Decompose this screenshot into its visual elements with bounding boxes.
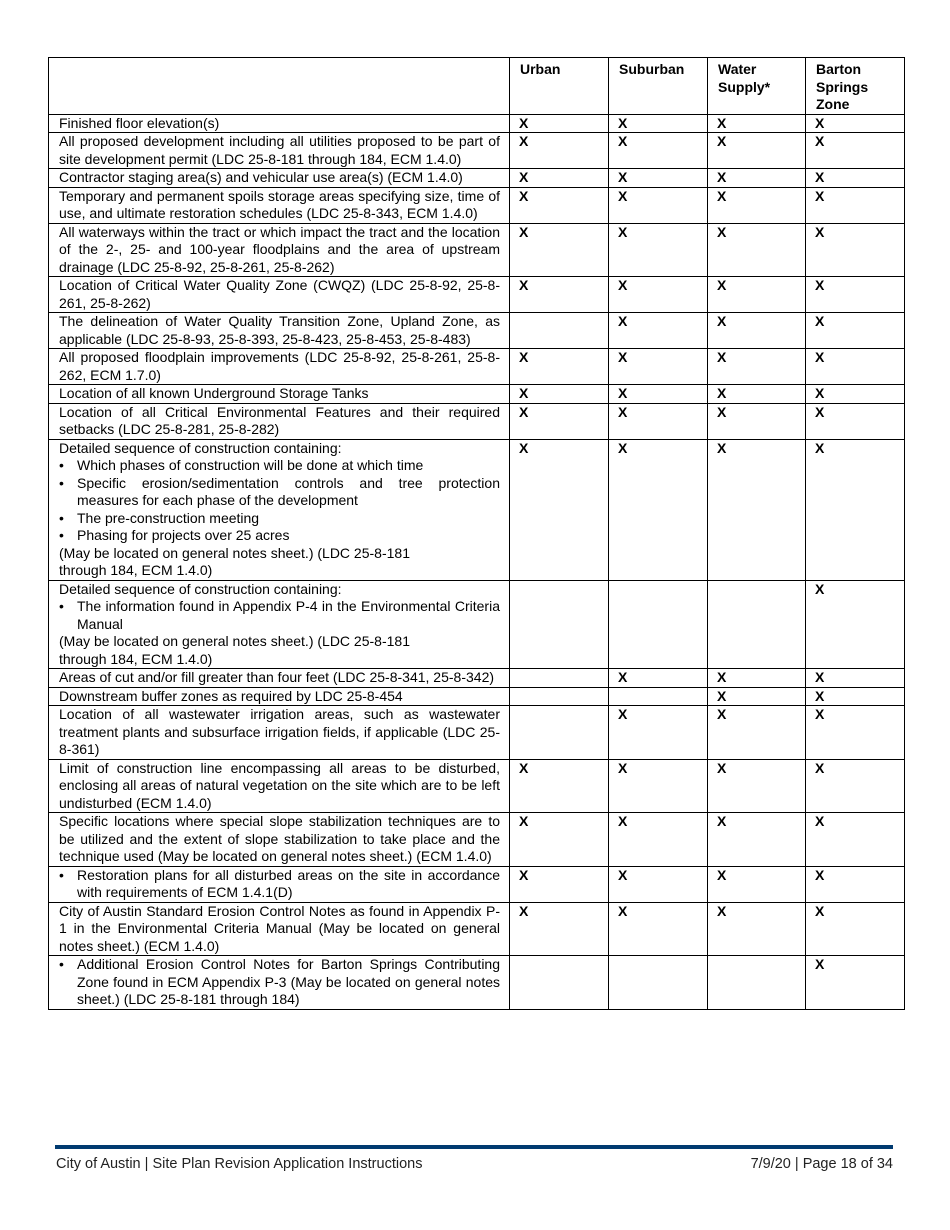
header-suburban: Suburban	[609, 58, 708, 115]
requirement-description	[49, 313, 510, 349]
mark-suburban: X	[609, 133, 708, 169]
mark-suburban: X	[609, 706, 708, 760]
mark-water-supply: X	[708, 385, 806, 404]
table-row	[49, 866, 905, 902]
mark-water-supply: X	[708, 313, 806, 349]
bullet-item	[59, 956, 500, 1009]
requirement-description	[49, 187, 510, 223]
mark-water-supply: X	[708, 439, 806, 580]
requirement-text: Specific locations where special slope stabilization techniques are to be utilized and the extent of slope stabilization to take place and the technique used (May be located on general notes sheet.) (ECM 1.4.0)	[59, 813, 500, 864]
bullet-text: Which phases of construction will be done at which time	[77, 457, 424, 473]
table-row	[49, 403, 905, 439]
mark-water-supply	[708, 580, 806, 669]
mark-suburban: X	[609, 866, 708, 902]
mark-barton-springs-zone: X	[806, 813, 905, 867]
bullet-icon: •	[59, 457, 64, 473]
bullet-text: Phasing for projects over 25 acres	[77, 527, 290, 543]
bullet-icon: •	[59, 527, 64, 543]
bullet-text: Specific erosion/sedimentation controls and tree protection measures for each phase of the development	[77, 474, 500, 508]
mark-urban: X	[510, 277, 609, 313]
bullet-list	[59, 867, 500, 902]
table-row	[49, 687, 905, 706]
mark-water-supply: X	[708, 349, 806, 385]
table-row	[49, 813, 905, 867]
mark-urban: X	[510, 866, 609, 902]
mark-barton-springs-zone: X	[806, 349, 905, 385]
footer-document-title: City of Austin | Site Plan Revision Application Instructions	[56, 1156, 423, 1172]
mark-urban: X	[510, 385, 609, 404]
requirement-description	[49, 687, 510, 706]
requirement-text: All proposed development including all utilities proposed to be part of site development permit (LDC 25-8-181 through 184, ECM 1.4.0)	[59, 133, 500, 167]
requirement-note: through 184, ECM 1.4.0)	[59, 562, 213, 578]
mark-urban	[510, 687, 609, 706]
mark-urban: X	[510, 902, 609, 956]
mark-water-supply: X	[708, 114, 806, 133]
table-row	[49, 187, 905, 223]
requirements-table	[48, 57, 905, 1010]
requirement-description	[49, 669, 510, 688]
bullet-item	[59, 867, 500, 902]
bullet-item	[59, 527, 500, 545]
mark-suburban: X	[609, 187, 708, 223]
bullet-item	[59, 457, 500, 475]
requirement-text: Limit of construction line encompassing all areas to be disturbed, enclosing all areas of natural vegetation on the site which are to be left undisturbed (ECM 1.4.0)	[59, 759, 500, 811]
requirement-text: Areas of cut and/or fill greater than four feet (LDC 25-8-341, 25-8-342)	[59, 669, 495, 685]
mark-suburban: X	[609, 439, 708, 580]
table-row	[49, 902, 905, 956]
mark-barton-springs-zone: X	[806, 759, 905, 813]
requirement-text: Location of all known Underground Storage Tanks	[59, 385, 369, 401]
mark-barton-springs-zone: X	[806, 956, 905, 1010]
mark-barton-springs-zone: X	[806, 580, 905, 669]
requirement-text: Downstream buffer zones as required by LDC 25-8-454	[59, 687, 403, 704]
mark-urban	[510, 669, 609, 688]
mark-urban	[510, 580, 609, 669]
mark-barton-springs-zone: X	[806, 439, 905, 580]
mark-barton-springs-zone: X	[806, 669, 905, 688]
mark-barton-springs-zone: X	[806, 277, 905, 313]
mark-barton-springs-zone: X	[806, 114, 905, 133]
mark-water-supply: X	[708, 169, 806, 188]
mark-water-supply: X	[708, 277, 806, 313]
table-row	[49, 956, 905, 1010]
requirement-description	[49, 902, 510, 956]
mark-water-supply: X	[708, 133, 806, 169]
bullet-icon: •	[59, 866, 64, 883]
mark-barton-springs-zone: X	[806, 866, 905, 902]
mark-suburban: X	[609, 669, 708, 688]
mark-barton-springs-zone: X	[806, 187, 905, 223]
mark-urban	[510, 956, 609, 1010]
requirement-description	[49, 759, 510, 813]
mark-water-supply: X	[708, 813, 806, 867]
bullet-item	[59, 598, 500, 633]
footer-page-info: 7/9/20 | Page 18 of 34	[750, 1156, 893, 1172]
bullet-icon: •	[59, 474, 64, 491]
requirement-note: (May be located on general notes sheet.) (LDC 25-8-181	[59, 544, 410, 561]
header-description	[49, 58, 510, 115]
mark-suburban: X	[609, 759, 708, 813]
requirement-description	[49, 706, 510, 760]
table-row	[49, 439, 905, 580]
requirement-text: City of Austin Standard Erosion Control Notes as found in Appendix P-1 in the Environmental Criteria Manual (May be located on general notes sheet.) (ECM 1.4.0)	[59, 902, 500, 954]
requirement-description	[49, 866, 510, 902]
mark-water-supply	[708, 956, 806, 1010]
mark-suburban: X	[609, 349, 708, 385]
mark-urban	[510, 313, 609, 349]
mark-water-supply: X	[708, 866, 806, 902]
requirement-description	[49, 114, 510, 133]
requirement-description	[49, 439, 510, 580]
mark-barton-springs-zone: X	[806, 385, 905, 404]
table-row	[49, 706, 905, 760]
header-water-supply: Water Supply*	[708, 58, 806, 115]
table-row	[49, 133, 905, 169]
requirement-text: The delineation of Water Quality Transition Zone, Upland Zone, as applicable (LDC 25-8-93, 25-8-393, 25-8-423, 25-8-453, 25-8-483)	[59, 313, 500, 347]
bullet-icon: •	[59, 509, 64, 526]
bullet-text: Restoration plans for all disturbed areas on the site in accordance with requirements of ECM 1.4.1(D)	[77, 866, 500, 900]
mark-suburban: X	[609, 223, 708, 277]
table-row	[49, 759, 905, 813]
mark-urban: X	[510, 759, 609, 813]
mark-suburban: X	[609, 313, 708, 349]
requirement-text: All proposed floodplain improvements (LDC 25-8-92, 25-8-261, 25-8-262, ECM 1.7.0)	[59, 349, 500, 383]
mark-urban: X	[510, 439, 609, 580]
mark-suburban: X	[609, 902, 708, 956]
bullet-text: Additional Erosion Control Notes for Barton Springs Contributing Zone found in ECM Appendix P-3 (May be located on general notes sheet.) (LDC 25-8-181 through 184)	[77, 956, 500, 1007]
requirement-description	[49, 133, 510, 169]
requirement-intro: Detailed sequence of construction containing:	[59, 439, 342, 456]
table-row	[49, 580, 905, 669]
mark-urban: X	[510, 133, 609, 169]
mark-suburban: X	[609, 277, 708, 313]
header-barton-springs-zone: Barton Springs Zone	[806, 58, 905, 115]
bullet-list	[59, 457, 500, 545]
bullet-icon: •	[59, 956, 64, 972]
mark-water-supply: X	[708, 687, 806, 706]
mark-water-supply: X	[708, 187, 806, 223]
requirement-text: Contractor staging area(s) and vehicular use area(s) (ECM 1.4.0)	[59, 169, 463, 185]
footer-rule	[55, 1145, 893, 1149]
table-row	[49, 385, 905, 404]
mark-urban: X	[510, 114, 609, 133]
mark-barton-springs-zone: X	[806, 313, 905, 349]
bullet-text: The information found in Appendix P-4 in the Environmental Criteria Manual	[77, 598, 500, 632]
requirement-note: through 184, ECM 1.4.0)	[59, 650, 213, 667]
mark-urban: X	[510, 349, 609, 385]
mark-barton-springs-zone: X	[806, 133, 905, 169]
mark-suburban: X	[609, 403, 708, 439]
requirement-description	[49, 580, 510, 669]
mark-barton-springs-zone: X	[806, 169, 905, 188]
bullet-list	[59, 956, 500, 1009]
table-row	[49, 669, 905, 688]
bullet-icon: •	[59, 598, 64, 614]
requirement-text: All waterways within the tract or which impact the tract and the location of the 2-, 25- and 100-year floodplains and the area of upstream drainage (LDC 25-8-92, 25-8-261, 25-8-262)	[59, 223, 500, 275]
table-header-row	[49, 58, 905, 115]
mark-urban: X	[510, 223, 609, 277]
mark-urban	[510, 706, 609, 760]
table-row	[49, 114, 905, 133]
mark-suburban: X	[609, 385, 708, 404]
mark-suburban: X	[609, 114, 708, 133]
mark-barton-springs-zone: X	[806, 902, 905, 956]
requirement-description	[49, 385, 510, 404]
mark-barton-springs-zone: X	[806, 223, 905, 277]
mark-barton-springs-zone: X	[806, 706, 905, 760]
requirement-text: Location of all Critical Environmental Features and their required setbacks (LDC 25-8-281, 25-8-282)	[59, 403, 500, 437]
requirement-text: Location of all wastewater irrigation areas, such as wastewater treatment plants and subsurface irrigation fields, if applicable (LDC 25-8-361)	[59, 706, 500, 757]
mark-urban: X	[510, 169, 609, 188]
requirement-text: Location of Critical Water Quality Zone (CWQZ) (LDC 25-8-92, 25-8-261, 25-8-262)	[59, 277, 500, 311]
requirement-description	[49, 349, 510, 385]
table-body	[49, 114, 905, 1009]
requirement-description	[49, 169, 510, 188]
mark-urban: X	[510, 813, 609, 867]
mark-suburban	[609, 956, 708, 1010]
table-row	[49, 349, 905, 385]
requirement-description	[49, 403, 510, 439]
mark-urban: X	[510, 403, 609, 439]
mark-water-supply: X	[708, 759, 806, 813]
mark-suburban: X	[609, 169, 708, 188]
table-row	[49, 277, 905, 313]
mark-water-supply: X	[708, 902, 806, 956]
header-urban: Urban	[510, 58, 609, 115]
mark-barton-springs-zone: X	[806, 403, 905, 439]
bullet-list	[59, 598, 500, 633]
requirement-intro: Detailed sequence of construction containing:	[59, 580, 342, 597]
requirement-description	[49, 813, 510, 867]
mark-suburban: X	[609, 813, 708, 867]
table-row	[49, 169, 905, 188]
bullet-item	[59, 510, 500, 528]
bullet-text: The pre-construction meeting	[77, 509, 260, 526]
bullet-item	[59, 475, 500, 510]
mark-suburban	[609, 580, 708, 669]
mark-water-supply: X	[708, 669, 806, 688]
mark-barton-springs-zone: X	[806, 687, 905, 706]
mark-urban: X	[510, 187, 609, 223]
table-row	[49, 313, 905, 349]
mark-water-supply: X	[708, 223, 806, 277]
requirement-description	[49, 223, 510, 277]
requirement-text: Temporary and permanent spoils storage areas specifying size, time of use, and ultimate restoration schedules (LDC 25-8-343, ECM 1.4.0)	[59, 187, 500, 221]
requirement-description	[49, 956, 510, 1010]
mark-water-supply: X	[708, 403, 806, 439]
requirement-note: (May be located on general notes sheet.) (LDC 25-8-181	[59, 633, 410, 649]
table-row	[49, 223, 905, 277]
mark-suburban	[609, 687, 708, 706]
requirement-text: Finished floor elevation(s)	[59, 114, 220, 131]
mark-water-supply: X	[708, 706, 806, 760]
requirement-description	[49, 277, 510, 313]
